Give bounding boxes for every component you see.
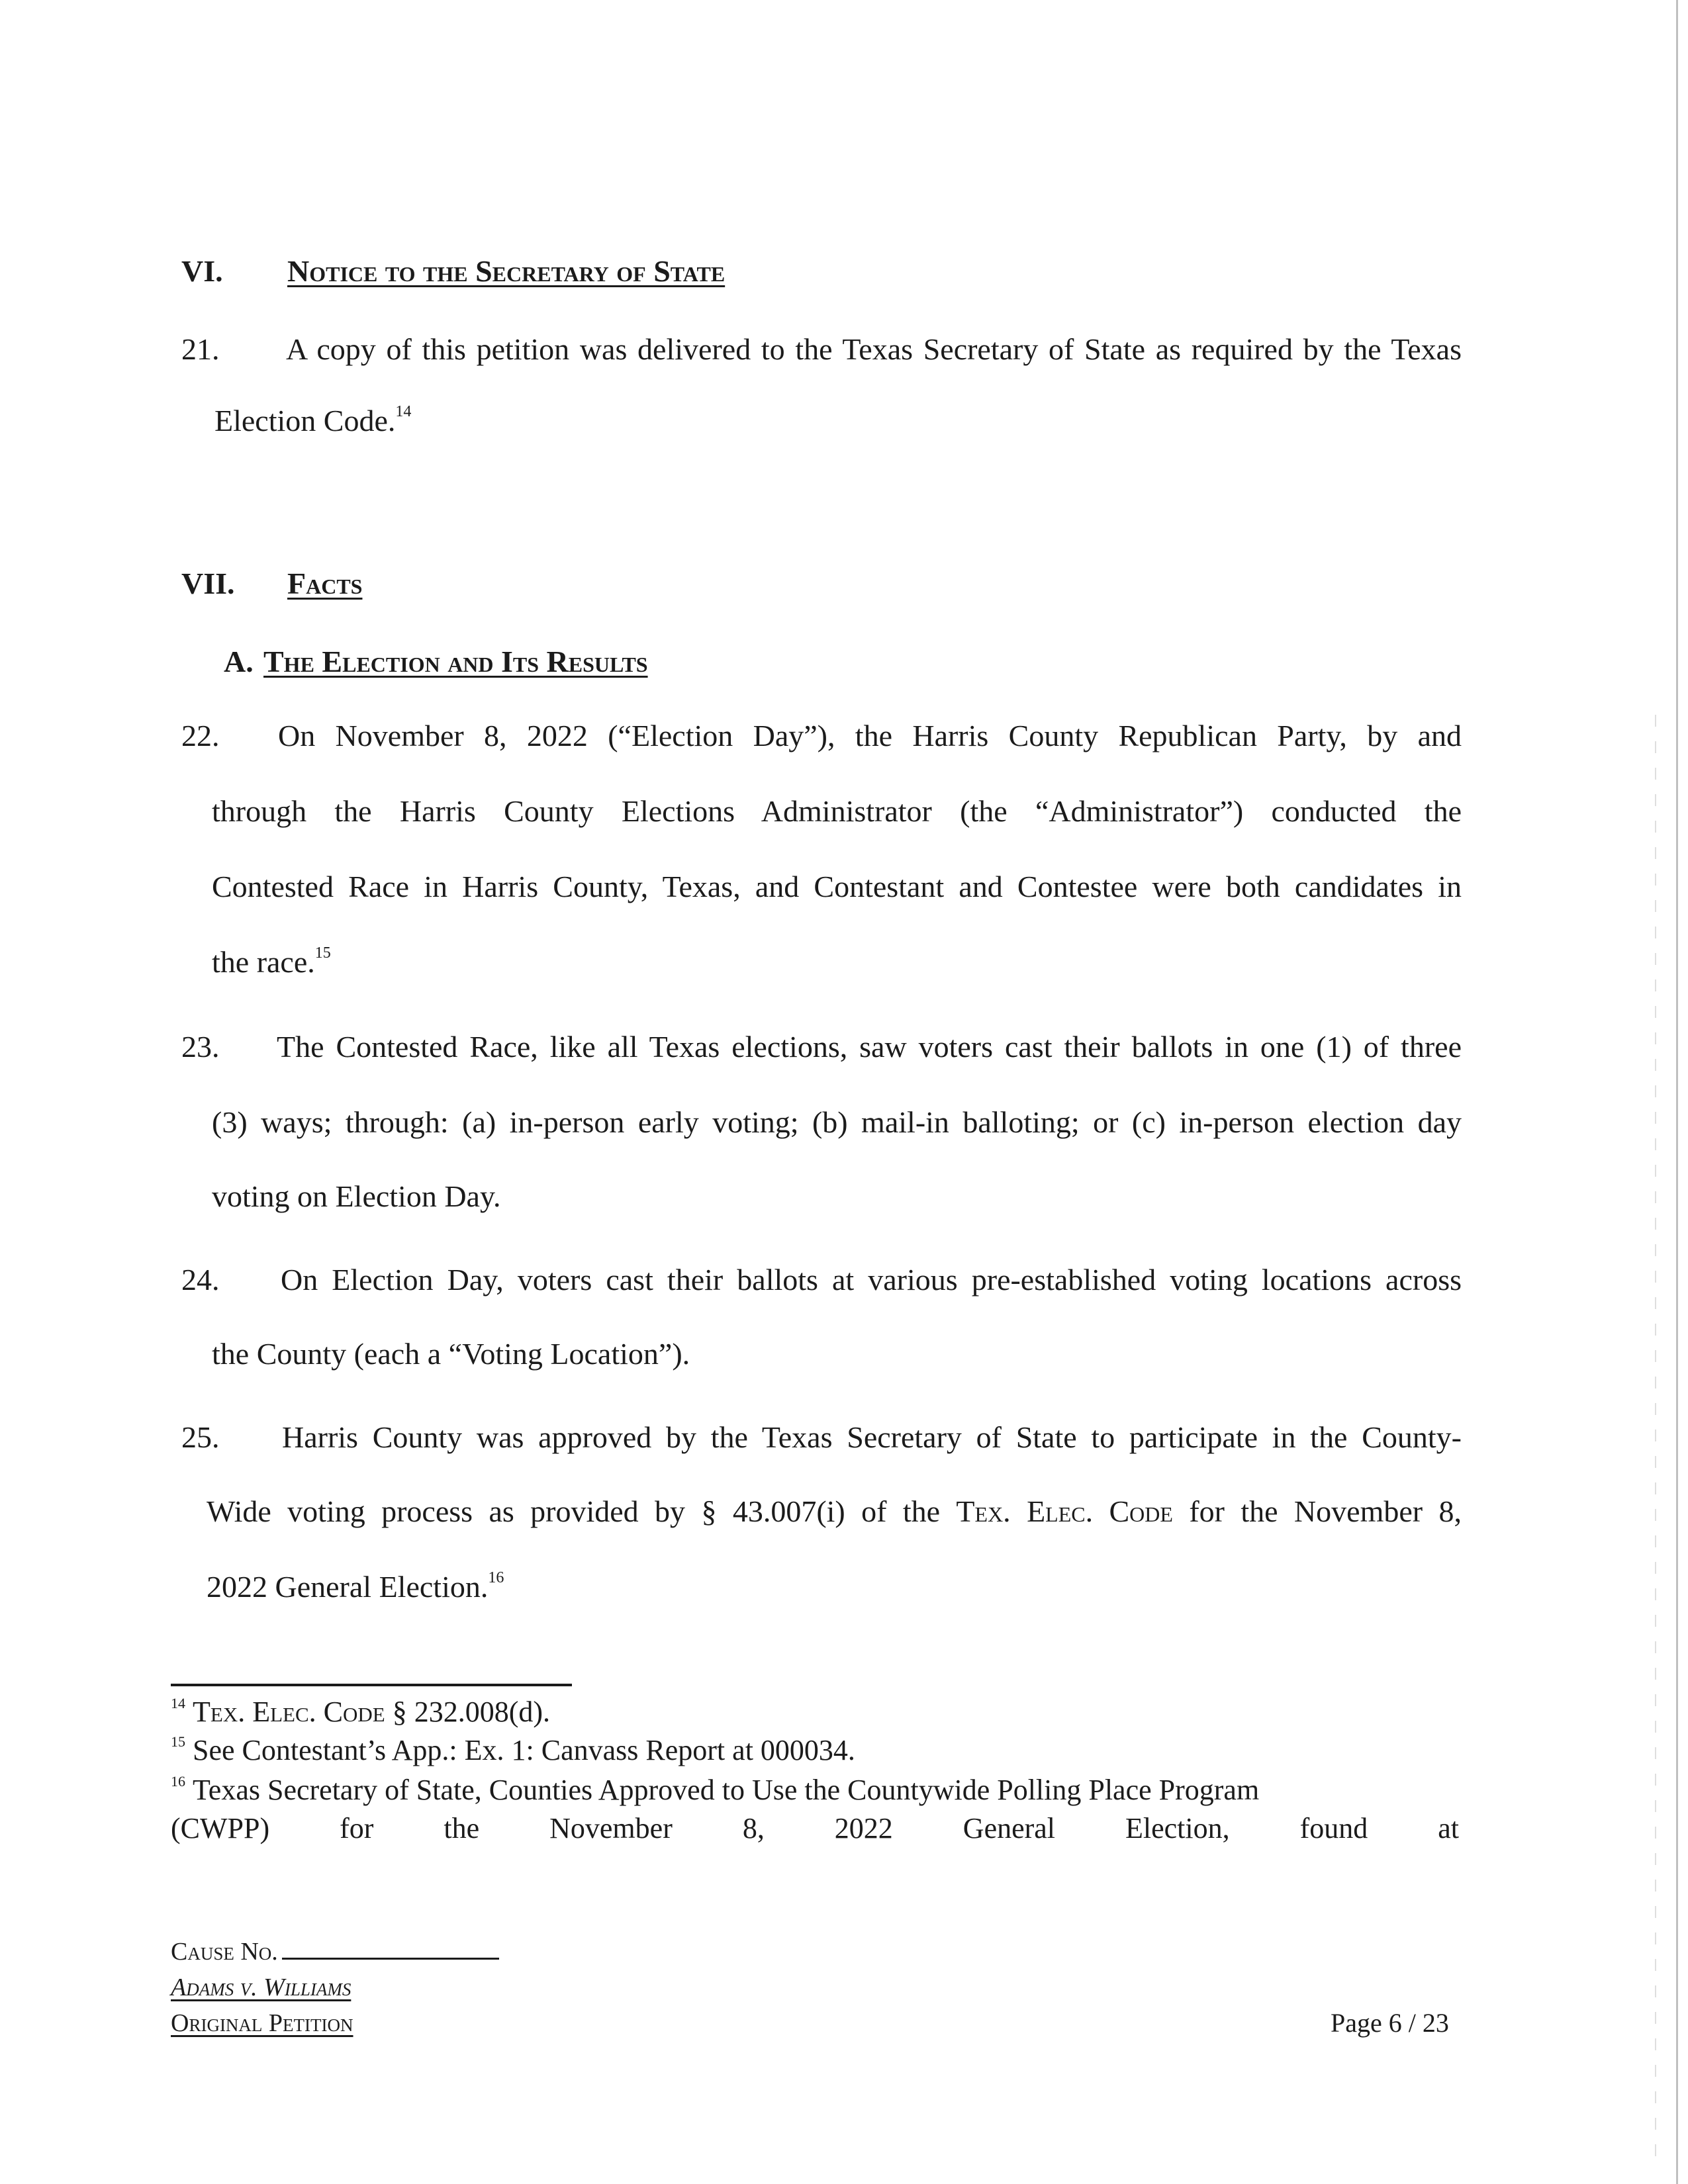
footnote-16-line-2: (CWPP) for the November 8, 2022 General Election, found at: [171, 1812, 1459, 1844]
para-22-line-4: [212, 944, 331, 981]
subsection-a-title: The Election and Its Results: [263, 645, 648, 678]
footnote-14-text: § 232.008(d).: [385, 1696, 550, 1728]
para-23-line-2: (3) ways; through: (a) in-person early voting; (b) mail-in balloting; or (c) in-person election day: [212, 1105, 1462, 1139]
para-21-line-2-text: Election Code.: [214, 404, 396, 437]
scan-edge-artifact-dashed: [1655, 715, 1656, 2171]
para-24-line-2: the County (each a “Voting Location”).: [212, 1337, 690, 1371]
para-25-line-2b: for the November 8,: [1172, 1494, 1462, 1528]
para-21-number: 21.: [181, 332, 220, 366]
footnote-separator: [171, 1684, 572, 1686]
section-vi-numeral: VI.: [181, 254, 223, 288]
para-24-line-1: On Election Day, voters cast their ballots at various pre-established voting locations across: [281, 1263, 1462, 1297]
para-22-line-3: Contested Race in Harris County, Texas, and Contestant and Contestee were both candidates in: [212, 870, 1462, 903]
footnote-14-code: Tex. Elec. Code: [193, 1696, 385, 1728]
para-25-number: 25.: [181, 1420, 220, 1454]
para-21-line-1: A copy of this petition was delivered to the Texas Secretary of State as required by the Texas: [286, 332, 1462, 366]
section-vi-title: Notice to the Secretary of State: [287, 254, 726, 288]
para-22-line-4-text: the race.: [212, 945, 315, 979]
footnote-15: [171, 1733, 855, 1768]
footer-cause-no: [171, 1936, 499, 1967]
footnote-ref-15: 15: [314, 944, 331, 962]
footnote-15-text: See Contestant’s App.: Ex. 1: Canvass Report at 000034.: [193, 1734, 855, 1766]
footnote-15-marker: 15: [171, 1733, 185, 1750]
footnote-16-line-1: [171, 1772, 1259, 1808]
footer-cause-blank: [282, 1938, 499, 1960]
para-25-line-2a: Wide voting process as provided by § 43.007(i) of the: [207, 1494, 957, 1528]
footnote-16-marker: 16: [171, 1773, 185, 1790]
para-25-line-3: [207, 1569, 504, 1606]
footer-cause-label: Cause No.: [171, 1938, 278, 1966]
footnote-14-marker: 14: [171, 1695, 185, 1711]
footer-doc-title: Original Petition: [171, 2009, 353, 2037]
para-23-number: 23.: [181, 1030, 220, 1064]
footer-case-name: Adams v. Williams: [171, 1974, 352, 2001]
footnote-ref-16: 16: [488, 1569, 504, 1586]
para-25-line-2: [207, 1493, 1462, 1530]
section-vii-title: Facts: [287, 567, 363, 600]
subsection-a-label: A.: [224, 645, 254, 678]
para-22-number: 22.: [181, 719, 220, 752]
para-22-line-2: through the Harris County Elections Administrator (the “Administrator”) conducted the: [212, 794, 1462, 828]
para-23-line-1: The Contested Race, like all Texas elections, saw voters cast their ballots in one (1) of three: [277, 1030, 1462, 1064]
para-24-number: 24.: [181, 1263, 220, 1297]
footnote-14: [171, 1694, 550, 1730]
para-23-line-3: voting on Election Day.: [212, 1179, 501, 1213]
footnote-16-text-1: Texas Secretary of State, Counties Approved to Use the Countywide Polling Place Program: [193, 1774, 1260, 1806]
footnote-ref-14: 14: [395, 403, 412, 420]
para-22-line-1: On November 8, 2022 (“Election Day”), the Harris County Republican Party, by and: [278, 719, 1462, 752]
para-25-line-3-text: 2022 General Election.: [207, 1570, 489, 1604]
footer-page-number: Page 6 / 23: [1331, 2008, 1449, 2038]
para-25-code-cite: Tex. Elec. Code: [956, 1494, 1173, 1528]
section-vii-numeral: VII.: [181, 567, 235, 600]
scan-edge-artifact: [1676, 0, 1678, 2184]
para-25-line-1: Harris County was approved by the Texas Secretary of State to participate in the County-: [282, 1420, 1462, 1454]
para-21-line-2: [214, 402, 411, 439]
